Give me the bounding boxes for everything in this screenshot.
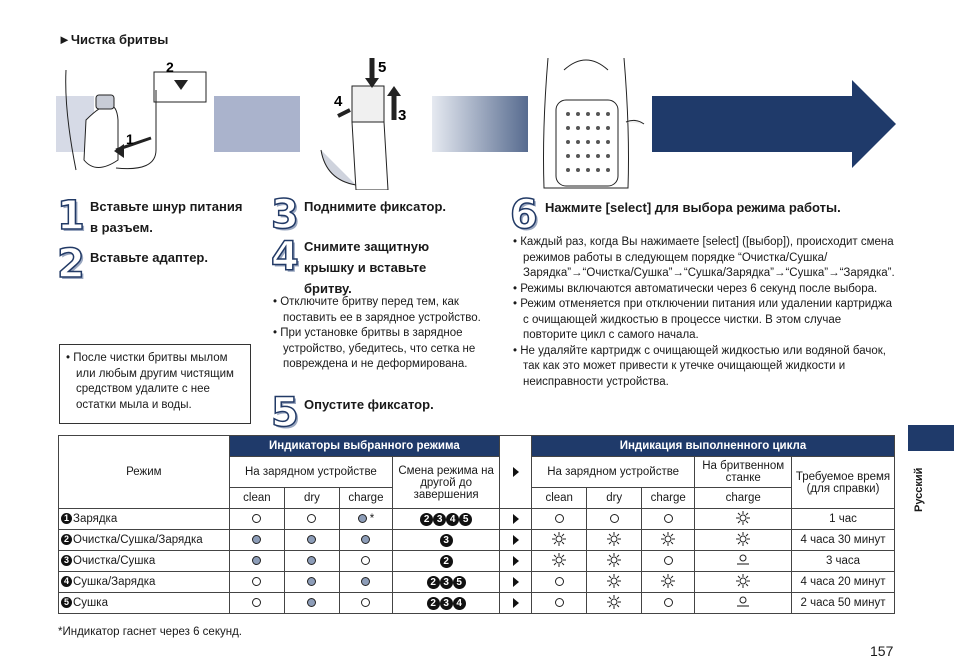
indicator-blink-icon xyxy=(736,532,750,546)
time-cell: 1 час xyxy=(792,509,895,530)
on-charger-header-2: На зарядном устройстве xyxy=(531,457,694,488)
on-charger-header: На зарядном устройстве xyxy=(229,457,392,488)
indicator-off-icon xyxy=(252,598,261,607)
step-4-bullet: • При установке бритвы в зарядное устройство, убедитесь, что сетка не повреждена и не деформирована. xyxy=(273,327,476,370)
indicator-off-icon xyxy=(664,514,673,523)
mode-change-header: Смена режима на другой до завершения xyxy=(393,457,500,509)
indicator-on-icon xyxy=(361,577,370,586)
time-cell: 4 часа 30 минут xyxy=(792,530,895,551)
code-badge: 4 xyxy=(446,513,459,526)
indicator-off-icon xyxy=(361,556,370,565)
sub-clean: clean xyxy=(229,488,285,509)
code-badge: 5 xyxy=(453,576,466,589)
mode-cell xyxy=(59,593,230,614)
step-number-3: 3 xyxy=(271,192,299,238)
code-badge: 3 xyxy=(433,513,446,526)
step-3-text: Поднимите фиксатор. xyxy=(304,199,447,214)
step-number-5: 5 xyxy=(271,390,299,436)
indicator-on-icon xyxy=(358,514,367,523)
step-6-bullets xyxy=(513,235,895,390)
indicator-on-icon xyxy=(252,535,261,544)
arrow-icon xyxy=(513,467,519,477)
row-number-1: 1 xyxy=(61,513,72,524)
side-label-wrap xyxy=(913,462,927,516)
mode-name: Очистка/Сушка xyxy=(73,555,156,567)
mode-cell xyxy=(59,530,230,551)
step-number-2: 2 xyxy=(57,241,85,287)
on-shaver-header: На бритвенном станке xyxy=(695,457,792,488)
code-badge: 3 xyxy=(440,597,453,610)
code-badge: 2 xyxy=(420,513,433,526)
side-label: Русский xyxy=(913,467,925,512)
code-badge: 3 xyxy=(440,576,453,589)
indicator-blink-icon xyxy=(552,553,566,567)
mode-change-cell xyxy=(393,509,500,530)
footnote-star: * xyxy=(369,513,375,525)
indicator-blink-icon xyxy=(736,511,750,525)
indicator-off-icon xyxy=(252,514,261,523)
step-6-bullet: • Режим отменяется при отключении питания или удалении картриджа с очищающей жидкостью в процессе чистки. В этом случае повторите цикл с самого начала. xyxy=(513,298,892,341)
arrow-icon xyxy=(513,535,519,545)
mode-cell xyxy=(59,551,230,572)
indicator-blink-icon xyxy=(661,574,675,588)
indicator-off-icon xyxy=(555,598,564,607)
indicator-blink-icon xyxy=(661,532,675,546)
side-tab xyxy=(908,425,954,451)
step-6-bullet: • Каждый раз, когда Вы нажимаете [select] ([выбор]), происходит смена режимов работы в следующем порядке “Очистка/Сушка/Зарядка”→“Очистка/Сушка”→“Сушка/Зарядка”→“Сушка”→“Зарядка”. xyxy=(513,236,895,279)
charge-status-icon xyxy=(735,553,751,567)
code-badge: 2 xyxy=(440,555,453,568)
step-6-text: Нажмите [select] для выбора режима работы. xyxy=(545,200,841,215)
mode-change-cell xyxy=(393,593,500,614)
sub-dry: dry xyxy=(285,488,339,509)
code-badge: 4 xyxy=(453,597,466,610)
sub-dry-2: dry xyxy=(587,488,641,509)
indicator-off-icon xyxy=(307,514,316,523)
indicator-table xyxy=(58,435,895,614)
callout-4: 4 xyxy=(334,93,343,110)
time-required-header: Требуемое время (для справки) xyxy=(792,457,895,509)
step-4-text: Снимите защитную крышку и вставьте бритву. xyxy=(304,239,430,296)
callout-5: 5 xyxy=(378,59,387,76)
page-number: 157 xyxy=(870,643,894,659)
row-number-5: 5 xyxy=(61,597,72,608)
row-number-3: 3 xyxy=(61,555,72,566)
footnote: *Индикатор гаснет через 6 секунд. xyxy=(58,626,242,638)
indicator-off-icon xyxy=(361,598,370,607)
arrow-icon xyxy=(513,556,519,566)
charge-status-icon xyxy=(735,595,751,609)
table-row xyxy=(59,572,895,593)
indicator-blink-icon xyxy=(552,532,566,546)
code-badge: 2 xyxy=(427,597,440,610)
code-badge: 2 xyxy=(427,576,440,589)
arrow-icon xyxy=(513,577,519,587)
time-cell: 4 часа 20 минут xyxy=(792,572,895,593)
indicator-blink-icon xyxy=(607,595,621,609)
note-text: • После чистки бритвы мылом или любым другим чистящим средством удалите с нее остатки мыла и воды. xyxy=(66,352,234,411)
callout-2: 2 xyxy=(166,59,174,75)
step-number-4: 4 xyxy=(271,234,299,280)
callout-3: 3 xyxy=(398,107,407,124)
indicator-off-icon xyxy=(555,577,564,586)
indicator-on-icon xyxy=(252,556,261,565)
time-cell: 3 часа xyxy=(792,551,895,572)
indicator-blink-icon xyxy=(607,532,621,546)
note-box xyxy=(59,344,251,424)
code-badge: 3 xyxy=(440,534,453,547)
step-6-bullet: • Режимы включаются автоматически через 6 секунд после выбора. xyxy=(513,282,878,295)
table-row xyxy=(59,530,895,551)
indicator-on-icon xyxy=(361,535,370,544)
indicator-off-icon xyxy=(252,577,261,586)
step-number-6: 6 xyxy=(510,192,538,238)
indicator-blink-icon xyxy=(607,553,621,567)
indicator-off-icon xyxy=(610,514,619,523)
indicator-on-icon xyxy=(307,598,316,607)
code-badge: 5 xyxy=(459,513,472,526)
indicator-on-icon xyxy=(307,577,316,586)
cleaning-illustration xyxy=(56,50,896,190)
time-cell: 2 часа 50 минут xyxy=(792,593,895,614)
step-6-bullet: • Не удаляйте картридж с очищающей жидкостью или водяной бачок, так как это может привести к утечке очищающей жидкости и неисправности устройства. xyxy=(513,344,886,388)
indicator-blink-icon xyxy=(607,574,621,588)
step-4-bullets xyxy=(273,295,493,373)
table-row xyxy=(59,593,895,614)
mode-change-cell xyxy=(393,530,500,551)
mode-header: Режим xyxy=(59,436,230,509)
indicator-blink-icon xyxy=(736,574,750,588)
mode-change-cell xyxy=(393,572,500,593)
mode-name: Зарядка xyxy=(73,513,118,525)
indicator-on-icon xyxy=(307,556,316,565)
sub-charge-3: charge xyxy=(695,488,792,509)
step-5-text: Опустите фиксатор. xyxy=(304,397,434,412)
step-4-bullet: • Отключите бритву перед тем, как поставить ее в зарядное устройство. xyxy=(273,296,481,324)
table-row xyxy=(59,551,895,572)
indicator-off-icon xyxy=(664,598,673,607)
completed-cycle-header: Индикация выполненного цикла xyxy=(531,436,894,457)
step-number-1: 1 xyxy=(57,193,85,239)
row-number-4: 4 xyxy=(61,576,72,587)
indicator-off-icon xyxy=(664,556,673,565)
table-row xyxy=(59,509,895,530)
arrow-icon xyxy=(513,598,519,608)
mode-cell xyxy=(59,509,230,530)
callout-1: 1 xyxy=(126,131,134,147)
arrow-header xyxy=(500,436,532,509)
arrow-icon xyxy=(513,514,519,524)
section-title: ►Чистка бритвы xyxy=(58,32,169,47)
mode-cell xyxy=(59,572,230,593)
mode-name: Очистка/Сушка/Зарядка xyxy=(73,534,203,546)
sub-charge: charge xyxy=(339,488,392,509)
step-1-text: Вставьте шнур питания в разъем. xyxy=(90,199,243,235)
mode-change-cell xyxy=(393,551,500,572)
sub-charge-2: charge xyxy=(641,488,694,509)
indicator-on-icon xyxy=(307,535,316,544)
mode-name: Сушка xyxy=(73,597,108,609)
mode-name: Сушка/Зарядка xyxy=(73,576,156,588)
selected-mode-header: Индикаторы выбранного режима xyxy=(229,436,499,457)
sub-clean-2: clean xyxy=(531,488,587,509)
step-2-text: Вставьте адаптер. xyxy=(90,250,208,265)
indicator-off-icon xyxy=(555,514,564,523)
row-number-2: 2 xyxy=(61,534,72,545)
